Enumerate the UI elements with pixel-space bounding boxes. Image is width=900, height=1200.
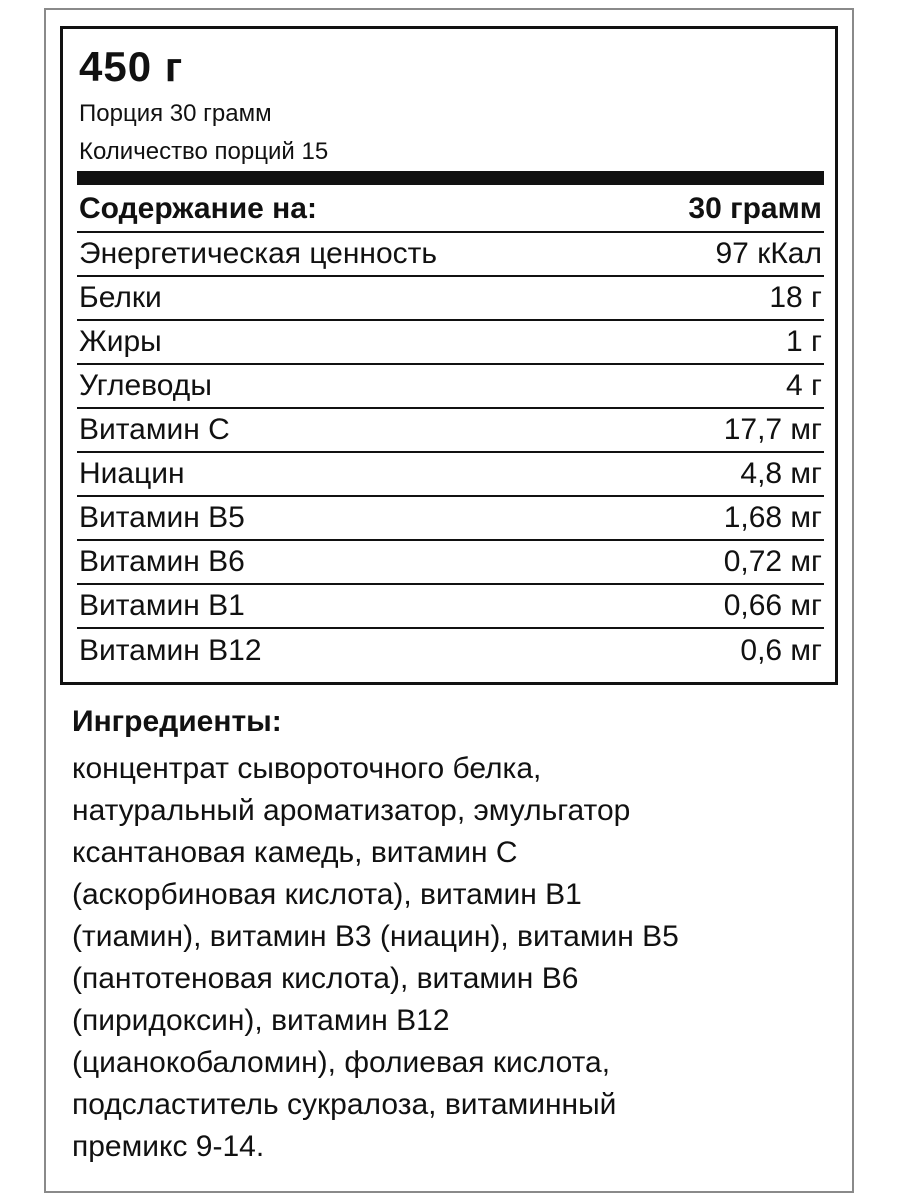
ingredients-line: (пиридоксин), витамин В12 bbox=[72, 1004, 450, 1037]
nutrient-label: Витамин В6 bbox=[79, 545, 245, 578]
nutrition-table bbox=[77, 187, 824, 673]
servings-count: Количество порций 15 bbox=[79, 138, 329, 165]
nutrient-label: Энергетическая ценность bbox=[79, 237, 438, 270]
nutrient-value: 1 г bbox=[786, 325, 822, 358]
nutrient-value: 1,68 мг bbox=[723, 501, 822, 534]
nutrient-row-vitamin-b1 bbox=[77, 585, 824, 629]
nutrient-value: 4 г bbox=[786, 369, 822, 402]
nutrient-label: Углеводы bbox=[79, 369, 212, 402]
ingredients-section bbox=[72, 700, 832, 1168]
nutrient-row-fat bbox=[77, 321, 824, 365]
nutrient-label: Витамин С bbox=[79, 413, 230, 446]
nutrient-value: 4,8 мг bbox=[740, 457, 822, 490]
nutrient-label: Витамин В1 bbox=[79, 589, 245, 622]
nutrient-value: 0,66 мг bbox=[723, 589, 822, 622]
nutrient-row-vitamin-c bbox=[77, 409, 824, 453]
nutrient-value: 17,7 мг bbox=[723, 413, 822, 446]
nutrition-header-label: Содержание на: bbox=[79, 192, 317, 225]
ingredients-line: концентрат сывороточного белка, bbox=[72, 752, 542, 785]
nutrient-label: Ниацин bbox=[79, 457, 185, 490]
nutrition-facts-panel bbox=[60, 26, 838, 685]
ingredients-line: (аскорбиновая кислота), витамин В1 bbox=[72, 878, 582, 911]
net-weight: 450 г bbox=[79, 43, 184, 90]
ingredients-heading: Ингредиенты: bbox=[72, 705, 282, 738]
nutrient-label: Витамин В5 bbox=[79, 501, 245, 534]
nutrient-value: 97 кКал bbox=[715, 237, 822, 270]
nutrient-row-carbohydrates bbox=[77, 365, 824, 409]
thick-divider bbox=[77, 171, 824, 185]
ingredients-line: (пантотеновая кислота), витамин В6 bbox=[72, 962, 579, 995]
nutrient-value: 0,72 мг bbox=[723, 545, 822, 578]
nutrient-row-niacin bbox=[77, 453, 824, 497]
nutrient-row-vitamin-b6 bbox=[77, 541, 824, 585]
ingredients-line: (цианокобаломин), фолиевая кислота, bbox=[72, 1046, 611, 1079]
ingredients-line: подсластитель сукралоза, витаминный bbox=[72, 1088, 617, 1121]
serving-size: Порция 30 грамм bbox=[79, 100, 272, 127]
nutrient-value: 0,6 мг bbox=[740, 634, 822, 667]
ingredients-line: премикс 9-14. bbox=[72, 1130, 265, 1163]
nutrition-header-row bbox=[77, 187, 824, 233]
ingredients-line: (тиамин), витамин В3 (ниацин), витамин В5 bbox=[72, 920, 679, 953]
nutrient-row-vitamin-b5 bbox=[77, 497, 824, 541]
nutrient-label: Жиры bbox=[79, 325, 162, 358]
nutrient-row-vitamin-b12 bbox=[77, 629, 824, 673]
nutrient-value: 18 г bbox=[769, 281, 822, 314]
ingredients-line: натуральный ароматизатор, эмульгатор bbox=[72, 794, 631, 827]
ingredients-line: ксантановая камедь, витамин С bbox=[72, 836, 518, 869]
nutrition-header-value: 30 грамм bbox=[688, 192, 822, 225]
nutrient-row-energy bbox=[77, 233, 824, 277]
nutrient-row-protein bbox=[77, 277, 824, 321]
nutrient-label: Белки bbox=[79, 281, 162, 314]
nutrient-label: Витамин В12 bbox=[79, 634, 262, 667]
